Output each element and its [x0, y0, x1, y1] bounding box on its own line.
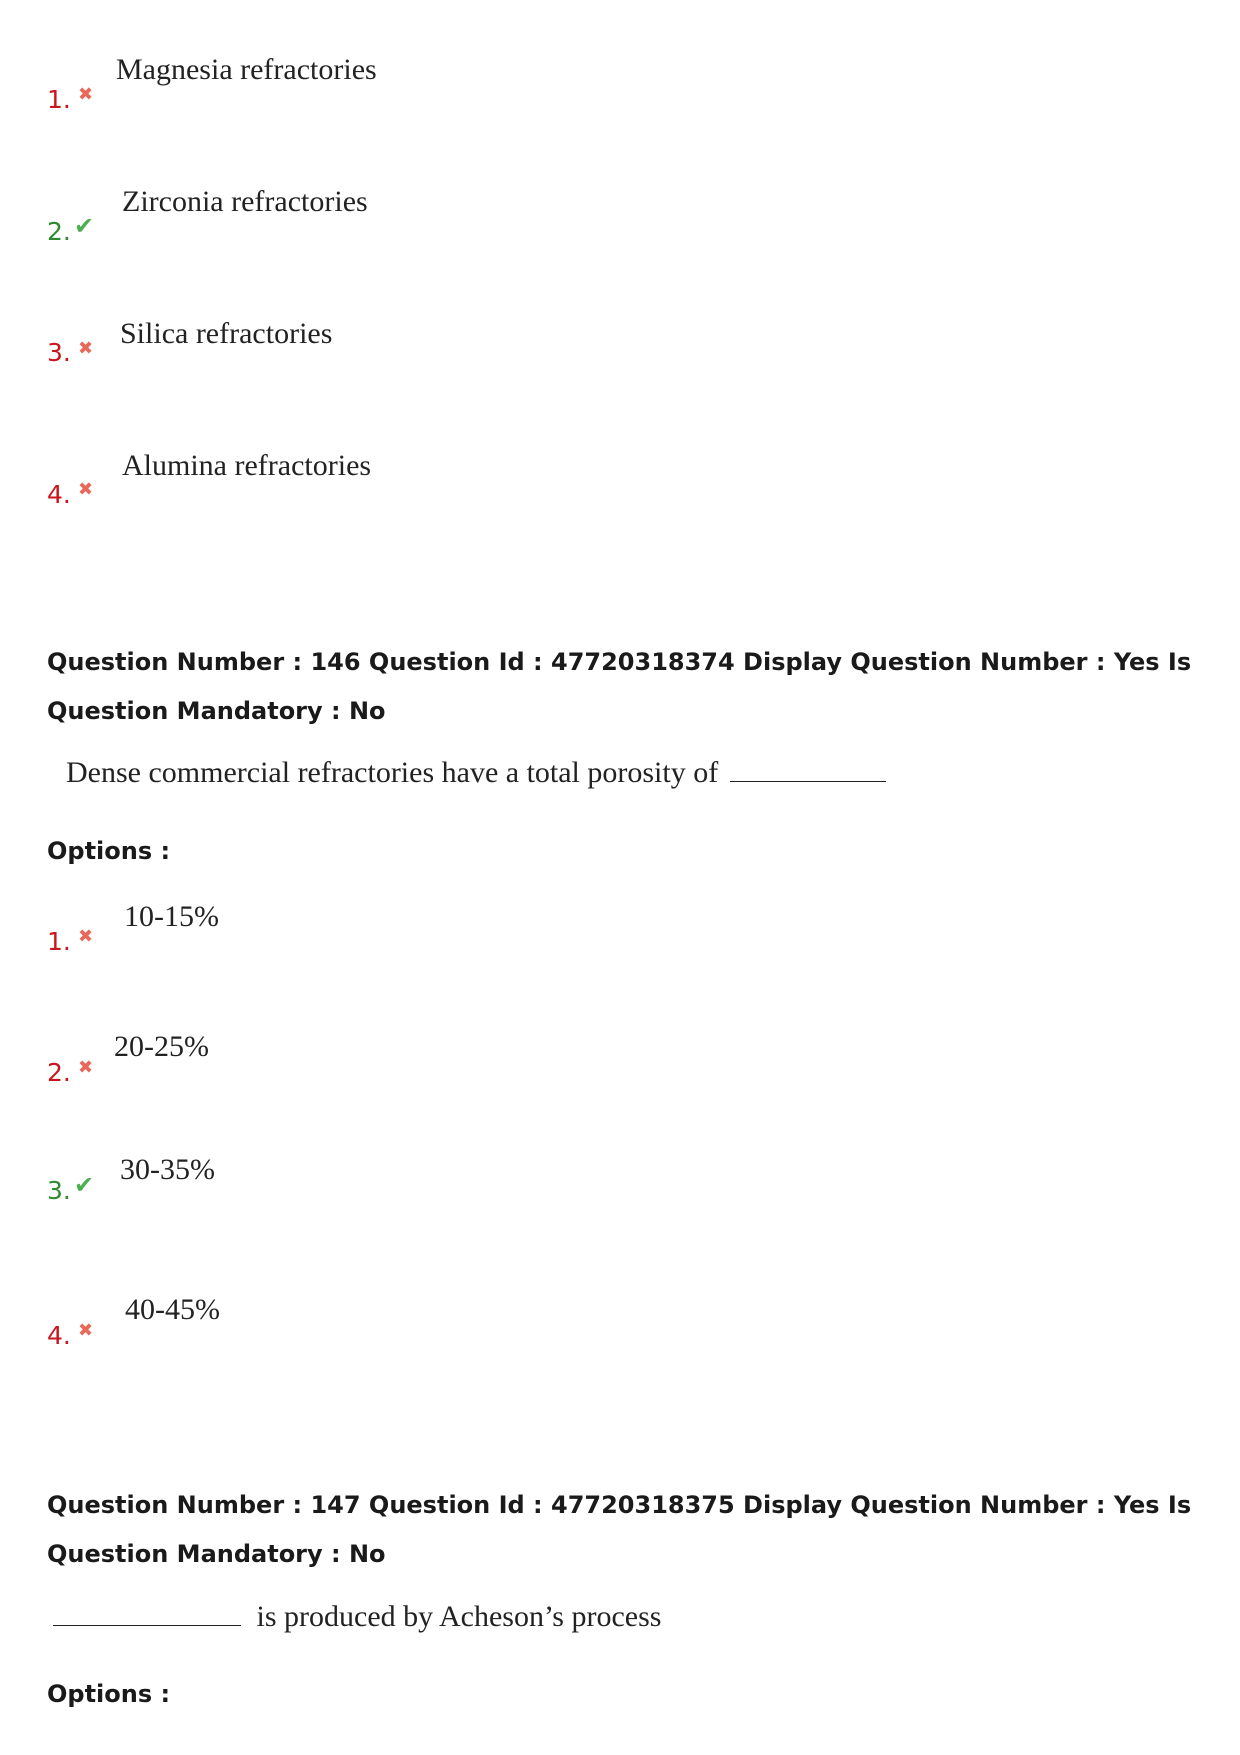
cross-icon: ✖	[78, 84, 94, 105]
check-icon: ✔	[74, 212, 95, 240]
option-number: 3.	[47, 338, 71, 367]
option-text: 40-45%	[125, 1293, 220, 1326]
option-text: Zirconia refractories	[122, 185, 368, 218]
answer-blank	[53, 1624, 241, 1626]
option-text: 30-35%	[120, 1153, 215, 1186]
cross-icon: ✖	[78, 926, 94, 947]
options-label: Options :	[47, 837, 171, 865]
question-stem-text: Dense commercial refractories have a total porosity of	[66, 756, 719, 789]
option-text: Silica refractories	[120, 317, 333, 350]
option-number: 1.	[47, 927, 71, 956]
option-text: 10-15%	[124, 900, 219, 933]
option-number: 2.	[47, 217, 71, 246]
options-label: Options :	[47, 1680, 171, 1708]
cross-icon: ✖	[78, 338, 94, 359]
option-number: 4.	[47, 1321, 71, 1350]
option-number: 2.	[47, 1058, 71, 1087]
option-number: 4.	[47, 480, 71, 509]
cross-icon: ✖	[78, 479, 94, 500]
question-stem-text: is produced by Acheson’s process	[256, 1600, 662, 1633]
check-icon: ✔	[74, 1171, 95, 1199]
cross-icon: ✖	[78, 1057, 94, 1078]
option-text: 20-25%	[114, 1030, 209, 1063]
question-header: Question Number : 146 Question Id : 47720318374 Display Question Number : Yes Is Question Mandatory : No	[47, 648, 1192, 725]
question-stem	[53, 1602, 661, 1632]
question-stem	[66, 758, 886, 788]
option-number: 1.	[47, 85, 71, 114]
option-text: Alumina refractories	[122, 449, 372, 482]
cross-icon: ✖	[78, 1320, 94, 1341]
option-text: Magnesia refractories	[116, 53, 377, 86]
option-number: 3.	[47, 1176, 71, 1205]
question-header: Question Number : 147 Question Id : 47720318375 Display Question Number : Yes Is Question Mandatory : No	[47, 1491, 1192, 1568]
answer-blank	[730, 780, 886, 782]
